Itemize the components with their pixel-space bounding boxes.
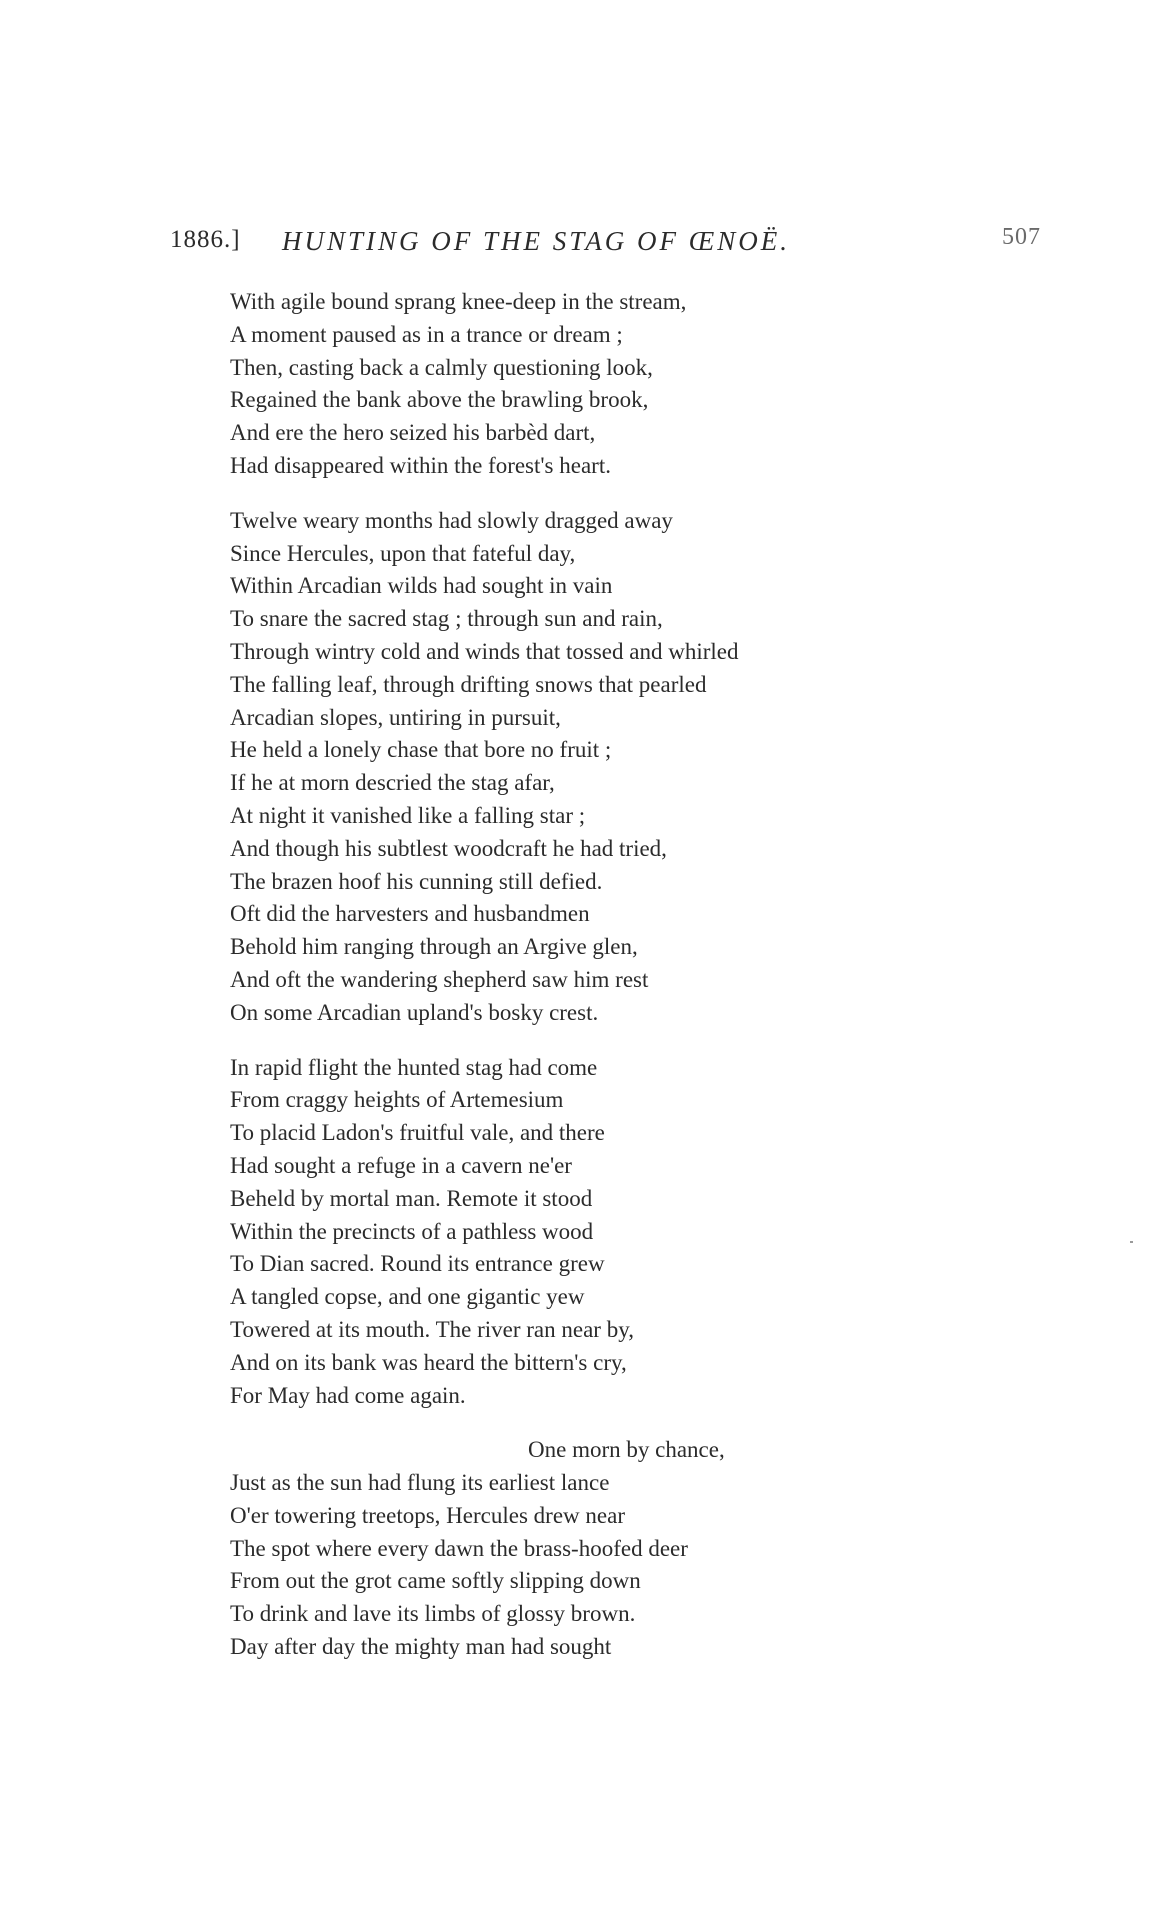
poem-line: Twelve weary months had slowly dragged away	[230, 507, 673, 533]
poem-line: Arcadian slopes, untiring in pursuit,	[230, 704, 561, 730]
poem-line-indented: One morn by chance,	[528, 1437, 725, 1463]
poem-line: On some Arcadian upland's bosky crest.	[230, 999, 599, 1025]
poem-line: Had disappeared within the forest's heart.	[230, 452, 611, 478]
poem-line: From out the grot came softly slipping down	[230, 1568, 641, 1594]
poem-line: At night it vanished like a falling star ;	[230, 802, 586, 828]
poem-line: To placid Ladon's fruitful vale, and there	[230, 1120, 605, 1146]
poem-line: A moment paused as in a trance or dream ;	[230, 321, 623, 347]
stanza-4	[230, 1434, 990, 1664]
stanza-1	[230, 286, 990, 483]
poem-line: Had sought a refuge in a cavern ne'er	[230, 1152, 572, 1178]
poem-line: O'er towering treetops, Hercules drew near	[230, 1502, 625, 1528]
poem-line: From craggy heights of Artemesium	[230, 1087, 564, 1113]
poem-line: The brazen hoof his cunning still defied.	[230, 868, 603, 894]
poem-line: For May had come again.	[230, 1382, 466, 1408]
poem-line: To drink and lave its limbs of glossy brown.	[230, 1601, 636, 1627]
poem-line: Within Arcadian wilds had sought in vain	[230, 573, 613, 599]
poem-line: Then, casting back a calmly questioning look,	[230, 354, 653, 380]
poem-line: Through wintry cold and winds that tossed and whirled	[230, 638, 739, 664]
poem-line: The spot where every dawn the brass-hoofed deer	[230, 1535, 688, 1561]
poem-line: With agile bound sprang knee-deep in the stream,	[230, 289, 687, 314]
poem-line: Oft did the harvesters and husbandmen	[230, 901, 590, 927]
poem-line: Regained the bank above the brawling brook,	[230, 387, 649, 413]
poem-line: Just as the sun had flung its earliest lance	[230, 1470, 610, 1496]
poem-line: Behold him ranging through an Argive glen,	[230, 934, 638, 960]
page-number: 507	[1002, 224, 1041, 250]
poem-line: Day after day the mighty man had sought	[230, 1634, 612, 1660]
poem-line: Towered at its mouth. The river ran near by,	[230, 1316, 634, 1342]
poem-line: And though his subtlest woodcraft he had tried,	[230, 835, 667, 861]
poem-line: The falling leaf, through drifting snows that pearled	[230, 671, 707, 697]
poem-line: To Dian sacred. Round its entrance grew	[230, 1251, 605, 1277]
poem-body	[230, 286, 990, 1686]
poem-line: In rapid flight the hunted stag had come	[230, 1054, 598, 1080]
running-head	[0, 226, 1176, 266]
poem-line: A tangled copse, and one gigantic yew	[230, 1284, 585, 1310]
poem-line: If he at morn descried the stag afar,	[230, 770, 555, 796]
header-title: HUNTING OF THE STAG OF ŒNOË.	[282, 226, 790, 256]
poem-line: And ere the hero seized his barbèd dart,	[230, 420, 596, 446]
stanza-3	[230, 1052, 990, 1413]
poem-line: Beheld by mortal man. Remote it stood	[230, 1185, 593, 1211]
poem-line: He held a lonely chase that bore no fruit ;	[230, 737, 612, 763]
stanza-2	[230, 505, 990, 1030]
header-year: 1886.]	[170, 226, 241, 253]
poem-line: To snare the sacred stag ; through sun and rain,	[230, 606, 663, 632]
poem-line: And oft the wandering shepherd saw him rest	[230, 966, 649, 992]
poem-line: Within the precincts of a pathless wood	[230, 1218, 594, 1244]
margin-speck	[1130, 1241, 1133, 1243]
poem-line: And on its bank was heard the bittern's cry,	[230, 1349, 627, 1375]
poem-line: Since Hercules, upon that fateful day,	[230, 540, 576, 566]
